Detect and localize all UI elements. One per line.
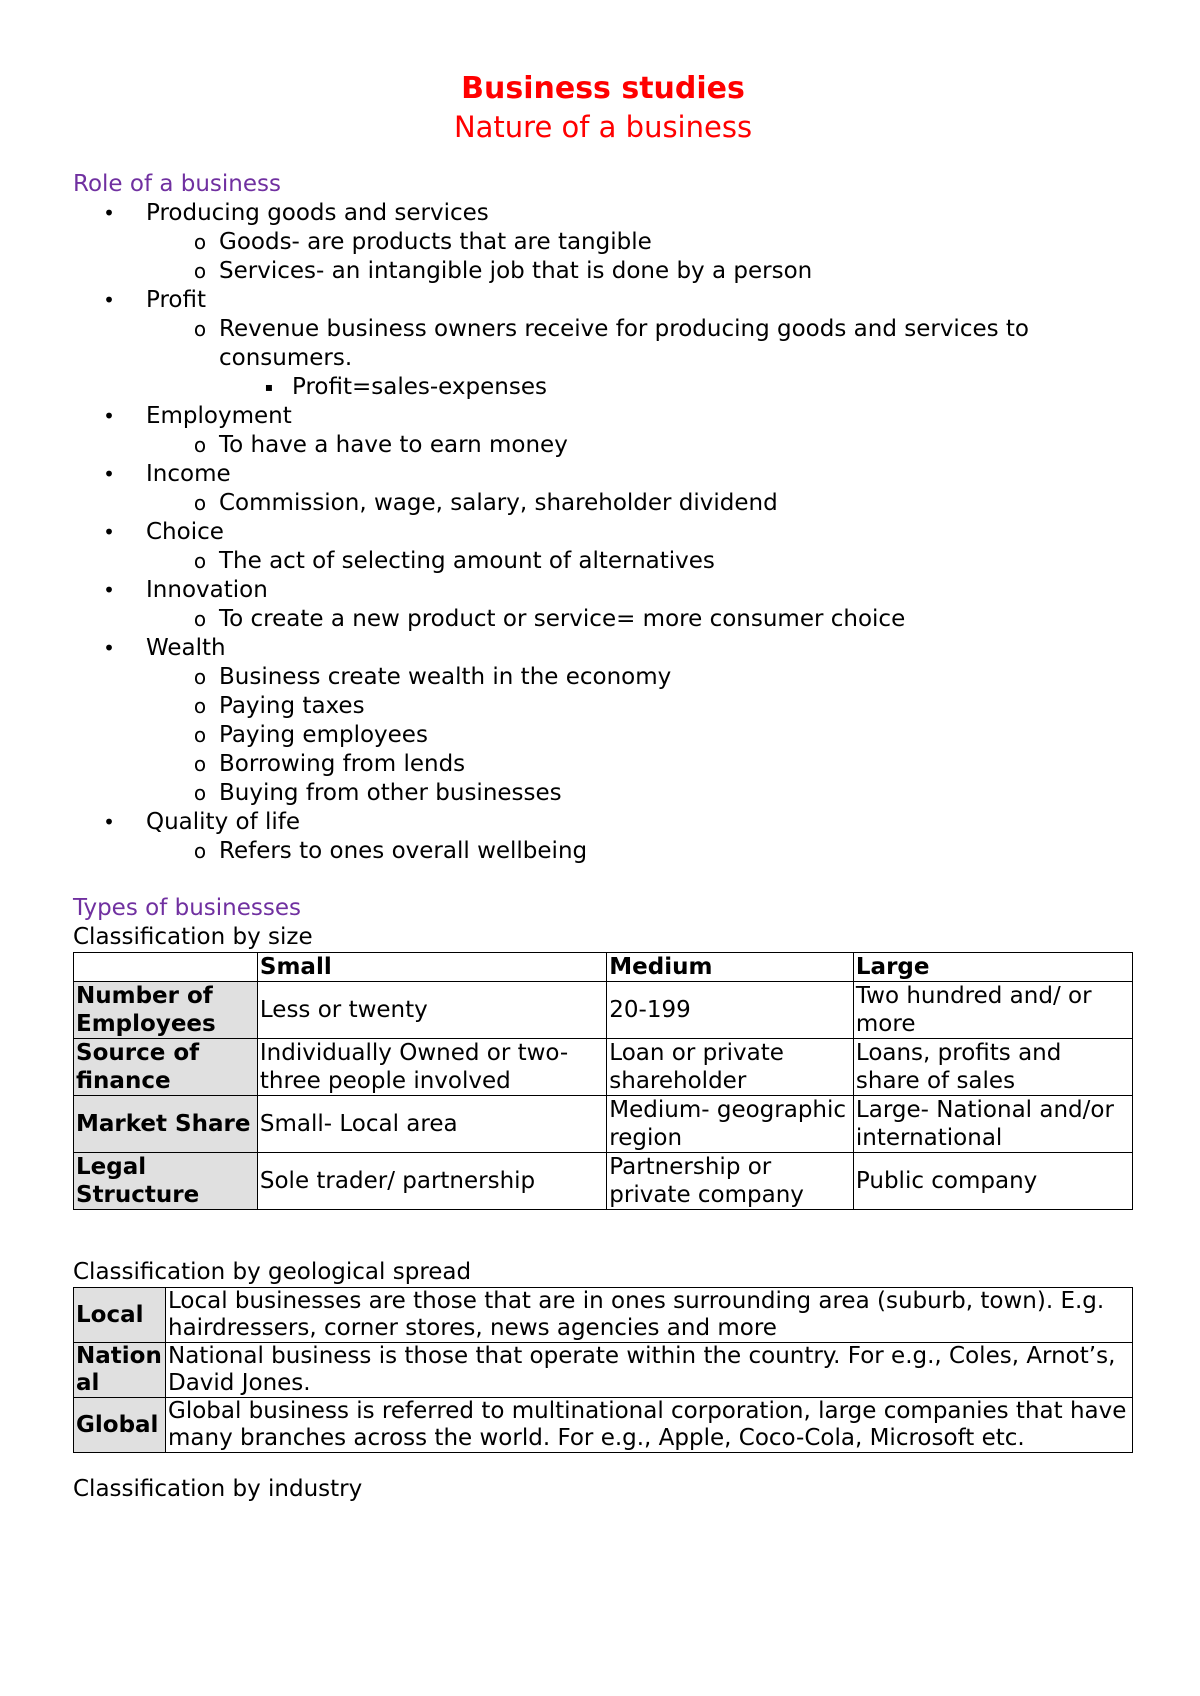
sub-list [146, 228, 1133, 286]
bullet-icon: • [103, 288, 115, 312]
bullet-icon: o [193, 665, 207, 689]
size-col-header: Medium [607, 953, 854, 982]
sub-list-item [146, 663, 1133, 692]
list-item-text: Paying employees [219, 722, 428, 748]
bullet-icon: o [193, 259, 207, 283]
table-cell: Loans, profits and share of sales [853, 1039, 1132, 1096]
table-cell: Loan or private shareholder [607, 1039, 854, 1096]
table-cell: Small- Local area [257, 1096, 606, 1153]
section-heading-role: Role of a business [73, 171, 281, 197]
size-table-header-row [74, 953, 1133, 982]
sub-list-item [146, 228, 1133, 257]
spread-table-caption: Classification by geological spread [73, 1259, 472, 1285]
list-item-text: Choice [146, 519, 224, 545]
list-item-text: Refers to ones overall wellbeing [219, 838, 588, 864]
bullet-icon: • [103, 201, 115, 225]
list-item-text: Goods- are products that are tangible [219, 229, 652, 255]
table-cell: Global business is referred to multinational corporation, large companies that have many branches across the world. For e.g., Apple, Coco-Cola, Microsoft etc. [166, 1398, 1133, 1453]
sub-list [146, 605, 1133, 634]
list-item-text: Commission, wage, salary, shareholder dividend [219, 490, 778, 516]
table-row [74, 1096, 1133, 1153]
list-item-text: Borrowing from lends [219, 751, 466, 777]
sub-list-item [146, 779, 1133, 808]
row-header: National [74, 1343, 166, 1398]
bullet-icon: o [193, 549, 207, 573]
sub-list-item [146, 547, 1133, 576]
list-item-text: Profit [146, 287, 206, 313]
row-header: Global [74, 1398, 166, 1453]
role-list [73, 199, 1133, 866]
bullet-icon: o [193, 433, 207, 457]
list-item [73, 286, 1133, 402]
row-header: Market Share [74, 1096, 258, 1153]
row-header: Number of Employees [74, 982, 258, 1039]
table-cell: Local businesses are those that are in ones surrounding area (suburb, town). E.g. hairdressers, corner stores, news agencies and more [166, 1288, 1133, 1343]
list-item [73, 460, 1133, 518]
list-item-text: Employment [146, 403, 292, 429]
size-col-header: Large [853, 953, 1132, 982]
table-cell: Individually Owned or two-three people involved [257, 1039, 606, 1096]
bullet-icon: • [103, 462, 115, 486]
list-item [73, 808, 1133, 866]
sub-list-item [146, 837, 1133, 866]
table-cell: Large- National and/or international [853, 1096, 1132, 1153]
list-item-text: Income [146, 461, 231, 487]
size-table-caption: Classification by size [73, 924, 313, 950]
bullet-icon: o [193, 230, 207, 254]
bullet-icon: o [193, 607, 207, 631]
table-cell: National business is those that operate within the country. For e.g., Coles, Arnot’s, David Jones. [166, 1343, 1133, 1398]
table-cell: Public company [853, 1153, 1132, 1210]
bullet-icon: o [193, 491, 207, 515]
row-header: Legal Structure [74, 1153, 258, 1210]
table-cell: Medium- geographic region [607, 1096, 854, 1153]
section-heading-types: Types of businesses [73, 895, 301, 921]
table-row [74, 1039, 1133, 1096]
document-title: Business studies [461, 71, 745, 106]
sub-list-item [146, 315, 1133, 402]
table-row [74, 1153, 1133, 1210]
document-page [73, 70, 1133, 1504]
bullet-icon: ▪ [264, 380, 274, 394]
table-cell: Two hundred and/ or more [853, 982, 1132, 1039]
bullet-icon: o [193, 723, 207, 747]
list-item [73, 199, 1133, 286]
list-item [73, 576, 1133, 634]
sub-list-item [146, 605, 1133, 634]
list-item [73, 634, 1133, 808]
table-cell: Partnership or private company [607, 1153, 854, 1210]
list-item-text: Business create wealth in the economy [219, 664, 672, 690]
list-item-text: Innovation [146, 577, 268, 603]
sub-list-item [146, 721, 1133, 750]
list-item-text: Revenue business owners receive for producing goods and services to consumers. [219, 316, 1029, 371]
sub-list-item [146, 750, 1133, 779]
bullet-icon: o [193, 317, 207, 341]
table-cell: Sole trader/ partnership [257, 1153, 606, 1210]
list-item-text: Profit=sales-expenses [292, 374, 547, 400]
sub-list-item [146, 431, 1133, 460]
table-cell: Less or twenty [257, 982, 606, 1039]
sub-list [146, 837, 1133, 866]
bullet-icon: o [193, 694, 207, 718]
list-item-text: Services- an intangible job that is done by a person [219, 258, 813, 284]
size-col-header: Small [257, 953, 606, 982]
list-item-text: To have a have to earn money [219, 432, 568, 458]
bullet-icon: o [193, 839, 207, 863]
sub-list [146, 431, 1133, 460]
sub-list-item [146, 692, 1133, 721]
bullet-icon: • [103, 810, 115, 834]
bullet-icon: • [103, 578, 115, 602]
bullet-icon: • [103, 404, 115, 428]
list-item-text: To create a new product or service= more consumer choice [219, 606, 906, 632]
list-item-text: Quality of life [146, 809, 301, 835]
bullet-icon: • [103, 636, 115, 660]
document-subtitle: Nature of a business [453, 110, 753, 144]
list-item-text: Paying taxes [219, 693, 365, 719]
sub-sub-list-item [219, 373, 1133, 402]
list-item [73, 402, 1133, 460]
sub-list [146, 489, 1133, 518]
bullet-icon: • [103, 520, 115, 544]
industry-caption: Classification by industry [73, 1476, 363, 1502]
size-table [73, 952, 1133, 1210]
size-col-header [74, 953, 258, 982]
list-item [73, 518, 1133, 576]
table-row [74, 1343, 1133, 1398]
sub-list [146, 315, 1133, 402]
sub-list [219, 373, 1133, 402]
row-header: Local [74, 1288, 166, 1343]
sub-list [146, 547, 1133, 576]
list-item-text: Wealth [146, 635, 226, 661]
table-row [74, 1398, 1133, 1453]
spread-table [73, 1287, 1133, 1453]
bullet-icon: o [193, 752, 207, 776]
row-header: Source of finance [74, 1039, 258, 1096]
bullet-icon: o [193, 781, 207, 805]
table-cell: 20-199 [607, 982, 854, 1039]
list-item-text: The act of selecting amount of alternatives [219, 548, 715, 574]
sub-list-item [146, 257, 1133, 286]
list-item-text: Producing goods and services [146, 200, 489, 226]
table-row [74, 982, 1133, 1039]
sub-list-item [146, 489, 1133, 518]
sub-list [146, 663, 1133, 808]
list-item-text: Buying from other businesses [219, 780, 562, 806]
table-row [74, 1288, 1133, 1343]
